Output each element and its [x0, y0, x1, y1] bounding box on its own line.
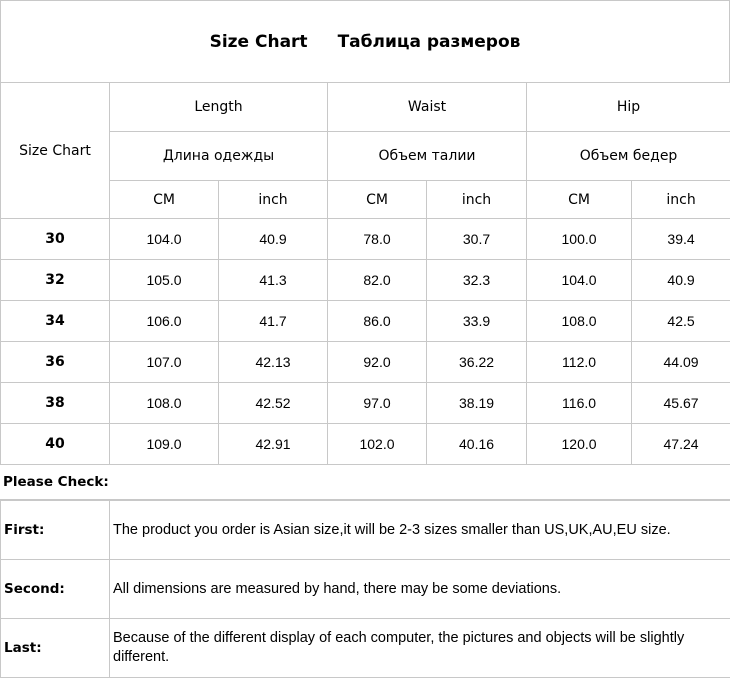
waist-cm-cell: 92.0 [328, 342, 427, 383]
size-chart-table [0, 82, 730, 465]
waist-inch-cell: 40.16 [427, 424, 527, 465]
hip-inch-cell: 44.09 [632, 342, 730, 383]
waist-header-ru: Объем талии [328, 132, 527, 181]
unit-header: inch [427, 181, 527, 219]
unit-header: CM [328, 181, 427, 219]
hip-header: Hip [527, 83, 730, 132]
unit-header: CM [527, 181, 632, 219]
length-inch-cell: 42.13 [219, 342, 328, 383]
note-text: All dimensions are measured by hand, there may be some deviations. [110, 560, 730, 619]
waist-header: Waist [328, 83, 527, 132]
waist-inch-cell: 30.7 [427, 219, 527, 260]
table-row [1, 219, 730, 260]
hip-header-ru: Объем бедер [527, 132, 730, 181]
length-cm-cell: 105.0 [110, 260, 219, 301]
title-english: Size Chart [209, 31, 308, 52]
note-label: Last: [1, 619, 110, 678]
hip-cm-cell: 116.0 [527, 383, 632, 424]
waist-cm-cell: 86.0 [328, 301, 427, 342]
length-cm-cell: 106.0 [110, 301, 219, 342]
hip-inch-cell: 40.9 [632, 260, 730, 301]
table-row [1, 301, 730, 342]
waist-inch-cell: 32.3 [427, 260, 527, 301]
table-row [1, 260, 730, 301]
size-cell: 36 [1, 342, 110, 383]
note-row [1, 501, 730, 560]
group-header-ru-row [1, 132, 730, 181]
length-cm-cell: 107.0 [110, 342, 219, 383]
note-text: Because of the different display of each computer, the pictures and objects will be slightly different. [110, 619, 730, 678]
note-row [1, 560, 730, 619]
length-cm-cell: 104.0 [110, 219, 219, 260]
table-row [1, 342, 730, 383]
length-inch-cell: 41.3 [219, 260, 328, 301]
waist-cm-cell: 82.0 [328, 260, 427, 301]
size-cell: 34 [1, 301, 110, 342]
please-check-heading: Please Check: [0, 464, 730, 500]
length-inch-cell: 41.7 [219, 301, 328, 342]
waist-cm-cell: 102.0 [328, 424, 427, 465]
size-cell: 30 [1, 219, 110, 260]
table-row [1, 383, 730, 424]
waist-inch-cell: 33.9 [427, 301, 527, 342]
length-cm-cell: 109.0 [110, 424, 219, 465]
unit-header-row [1, 181, 730, 219]
note-row [1, 619, 730, 678]
length-header: Length [110, 83, 328, 132]
waist-cm-cell: 78.0 [328, 219, 427, 260]
size-column-header: Size Chart [1, 83, 110, 219]
length-cm-cell: 108.0 [110, 383, 219, 424]
hip-inch-cell: 39.4 [632, 219, 730, 260]
note-label: Second: [1, 560, 110, 619]
unit-header: inch [219, 181, 328, 219]
size-cell: 40 [1, 424, 110, 465]
length-inch-cell: 40.9 [219, 219, 328, 260]
hip-inch-cell: 47.24 [632, 424, 730, 465]
page-title [0, 0, 730, 82]
hip-cm-cell: 112.0 [527, 342, 632, 383]
length-inch-cell: 42.52 [219, 383, 328, 424]
hip-inch-cell: 45.67 [632, 383, 730, 424]
hip-cm-cell: 120.0 [527, 424, 632, 465]
hip-cm-cell: 108.0 [527, 301, 632, 342]
hip-cm-cell: 100.0 [527, 219, 632, 260]
title-russian: Таблица размеров [337, 31, 521, 52]
waist-inch-cell: 36.22 [427, 342, 527, 383]
notes-table [0, 500, 730, 678]
waist-cm-cell: 97.0 [328, 383, 427, 424]
group-header-row [1, 83, 730, 132]
hip-cm-cell: 104.0 [527, 260, 632, 301]
unit-header: inch [632, 181, 730, 219]
length-header-ru: Длина одежды [110, 132, 328, 181]
length-inch-cell: 42.91 [219, 424, 328, 465]
unit-header: CM [110, 181, 219, 219]
size-cell: 32 [1, 260, 110, 301]
hip-inch-cell: 42.5 [632, 301, 730, 342]
note-label: First: [1, 501, 110, 560]
note-text: The product you order is Asian size,it will be 2-3 sizes smaller than US,UK,AU,EU size. [110, 501, 730, 560]
waist-inch-cell: 38.19 [427, 383, 527, 424]
size-cell: 38 [1, 383, 110, 424]
table-row [1, 424, 730, 465]
